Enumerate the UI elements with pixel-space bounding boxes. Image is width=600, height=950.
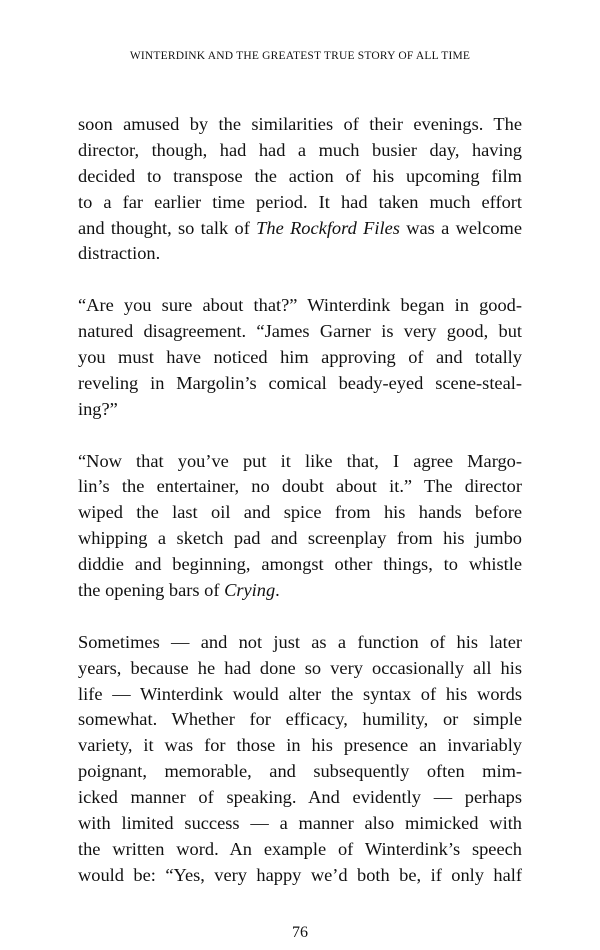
text-line: poignant, memorable, and subsequently often mim- <box>78 761 522 782</box>
text-line: reveling in Margolin’s comical beady-eyed scene-steal- <box>78 372 522 393</box>
text-segment: and thought, so talk of <box>78 217 257 238</box>
text-line: distraction. <box>78 243 161 264</box>
text-segment: . <box>275 580 280 601</box>
text-line: icked manner of speaking. And evidently — perhaps <box>78 787 522 808</box>
italic-title: Crying <box>224 580 276 601</box>
text-line: diddie and beginning, amongst other things, to whistle <box>78 554 522 575</box>
text-line: whipping a sketch pad and screenplay from his jumbo <box>78 528 522 549</box>
italic-title: The Rockford Files <box>256 217 400 238</box>
text-line: natured disagreement. “James Garner is very good, but <box>78 321 522 342</box>
text-line: somewhat. Whether for efficacy, humility, or simple <box>78 709 522 730</box>
paragraph <box>78 630 522 889</box>
text-line: variety, it was for those in his presence an invariably <box>78 735 522 756</box>
page-number: 76 <box>292 924 308 941</box>
text-segment: was a welcome <box>399 217 522 238</box>
text-segment: the opening bars of <box>78 580 225 601</box>
text-line: wiped the last oil and spice from his hands before <box>78 502 522 523</box>
text-line: director, though, had had a much busier day, having <box>78 139 522 160</box>
body-text <box>78 112 522 915</box>
text-line: “Now that you’ve put it like that, I agree Margo- <box>78 450 522 471</box>
paragraph <box>78 449 522 604</box>
text-line: soon amused by the similarities of their evenings. The <box>78 114 522 134</box>
text-line: to a far earlier time period. It had taken much effort <box>78 191 522 212</box>
text-line: life — Winterdink would alter the syntax of his words <box>78 683 522 704</box>
text-line: the written word. An example of Winterdink’s speech <box>78 838 522 859</box>
text-line: with limited success — a manner also mimicked with <box>78 813 522 834</box>
text-line: you must have noticed him approving of and totally <box>78 347 522 368</box>
text-line: lin’s the entertainer, no doubt about it.” The director <box>78 476 522 497</box>
text-line: ing?” <box>78 398 118 419</box>
running-header: WINTERDINK AND THE GREATEST TRUE STORY OF ALL TIME <box>129 50 471 62</box>
text-line: Sometimes — and not just as a function of his later <box>78 631 522 652</box>
text-line <box>78 578 522 604</box>
paragraph <box>78 293 522 422</box>
text-line: years, because he had done so very occasionally all his <box>78 657 522 678</box>
text-line: “Are you sure about that?” Winterdink began in good- <box>78 295 522 316</box>
paragraph <box>78 112 522 267</box>
text-line: would be: “Yes, very happy we’d both be, if only half <box>78 864 522 885</box>
text-line <box>78 216 522 242</box>
text-line: decided to transpose the action of his upcoming film <box>78 165 522 186</box>
